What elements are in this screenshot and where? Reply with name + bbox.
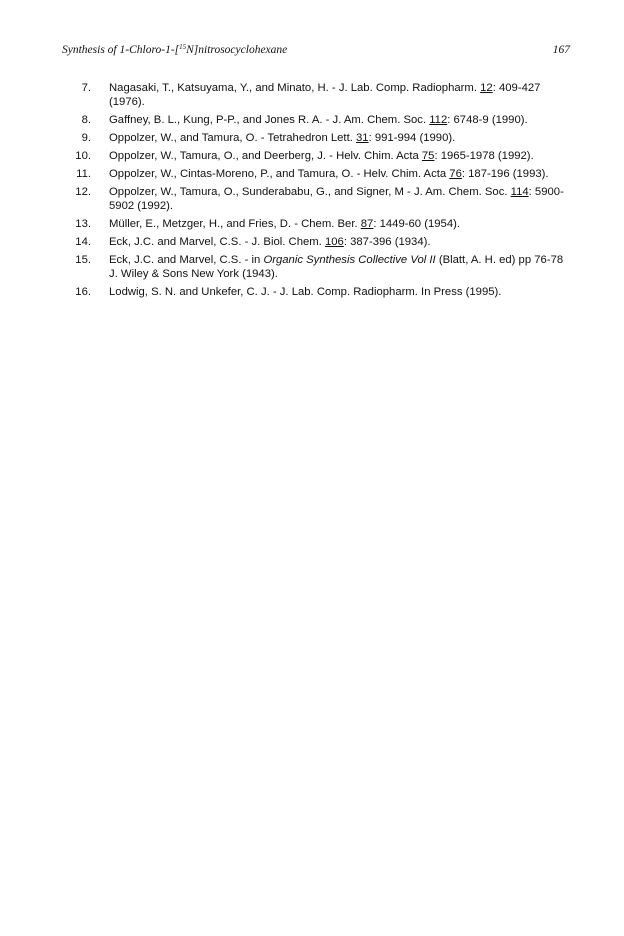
reference-segment: : 387-396 (1934). — [343, 236, 431, 248]
reference-item — [64, 81, 564, 109]
book-title: Organic Synthesis Collective Vol II — [263, 254, 436, 266]
reference-segment: Nagasaki, T., Katsuyama, Y., and Minato, H. - J. Lab. Comp. Radiopharm. — [109, 82, 481, 94]
reference-item — [64, 113, 564, 127]
reference-segment: Lodwig, S. N. and Unkefer, C. J. - J. Lab. Comp. Radiopharm. In Press (1995). — [109, 286, 502, 298]
reference-segment: Oppolzer, W., Cintas-Moreno, P., and Tamura, O. - Helv. Chim. Acta — [109, 168, 450, 180]
running-title-start: Synthesis of 1-Chloro-1-[ — [62, 44, 180, 56]
reference-list — [64, 81, 564, 303]
reference-segment: : 1965-1978 (1992). — [434, 150, 534, 162]
reference-segment: Müller, E., Metzger, H., and Fries, D. - Chem. Ber. — [109, 218, 361, 230]
reference-segment: : 1449-60 (1954). — [373, 218, 460, 230]
running-head — [62, 41, 570, 59]
volume-number: 114 — [510, 186, 529, 198]
reference-text — [109, 131, 564, 145]
reference-item — [64, 217, 564, 231]
reference-text — [109, 285, 564, 299]
reference-item — [64, 285, 564, 299]
reference-text — [109, 217, 564, 231]
page-number: 167 — [552, 44, 570, 56]
reference-item — [64, 167, 564, 181]
reference-segment: Eck, J.C. and Marvel, C.S. - J. Biol. Chem. — [109, 236, 325, 248]
reference-segment: : 409-427 (1976). — [109, 82, 541, 108]
reference-text — [109, 113, 564, 127]
reference-item — [64, 131, 564, 145]
reference-segment: (Blatt, A. H. ed) pp 76-78 J. Wiley & Sons New York (1943). — [109, 254, 564, 280]
reference-segment: Oppolzer, W., and Tamura, O. - Tetrahedron Lett. — [109, 132, 356, 144]
reference-segment: Oppolzer, W., Tamura, O., and Deerberg, J. - Helv. Chim. Acta — [109, 150, 422, 162]
reference-number: 14. — [75, 236, 91, 248]
reference-segment: : 991-994 (1990). — [368, 132, 456, 144]
volume-number: 12 — [480, 82, 493, 94]
reference-number: 13. — [75, 218, 91, 230]
reference-number: 10. — [75, 150, 91, 162]
reference-item — [64, 235, 564, 249]
reference-text — [109, 167, 564, 181]
reference-segment: : 187-196 (1993). — [461, 168, 549, 180]
reference-number: 9. — [81, 132, 91, 144]
reference-segment: : 6748-9 (1990). — [447, 114, 528, 126]
reference-number: 16. — [75, 286, 91, 298]
volume-number: 31 — [356, 132, 369, 144]
volume-number: 76 — [449, 168, 462, 180]
reference-item — [64, 253, 564, 281]
reference-item — [64, 185, 564, 213]
reference-text — [109, 235, 564, 249]
volume-number: 112 — [429, 114, 448, 126]
reference-segment: : 5900-5902 (1992). — [109, 186, 564, 212]
reference-segment: Eck, J.C. and Marvel, C.S. - in — [109, 254, 264, 266]
running-title — [62, 41, 287, 59]
reference-text — [109, 81, 564, 109]
volume-number: 106 — [324, 236, 344, 248]
reference-text — [109, 149, 564, 163]
isotope-superscript: 15 — [179, 43, 187, 51]
reference-segment: Gaffney, B. L., Kung, P-P., and Jones R. A. - J. Am. Chem. Soc. — [109, 114, 430, 126]
reference-segment: Oppolzer, W., Tamura, O., Sunderababu, G., and Signer, M - J. Am. Chem. Soc. — [109, 186, 511, 198]
reference-number: 15. — [75, 254, 91, 266]
reference-number: 7. — [81, 82, 91, 94]
volume-number: 75 — [421, 150, 435, 162]
volume-number: 87 — [360, 218, 374, 230]
reference-text — [109, 253, 564, 281]
reference-number: 11. — [76, 168, 91, 180]
reference-number: 12. — [75, 186, 91, 198]
reference-item — [64, 149, 564, 163]
running-title-end: N]nitrosocyclohexane — [186, 44, 288, 56]
reference-number: 8. — [81, 114, 91, 126]
reference-text — [109, 185, 564, 213]
